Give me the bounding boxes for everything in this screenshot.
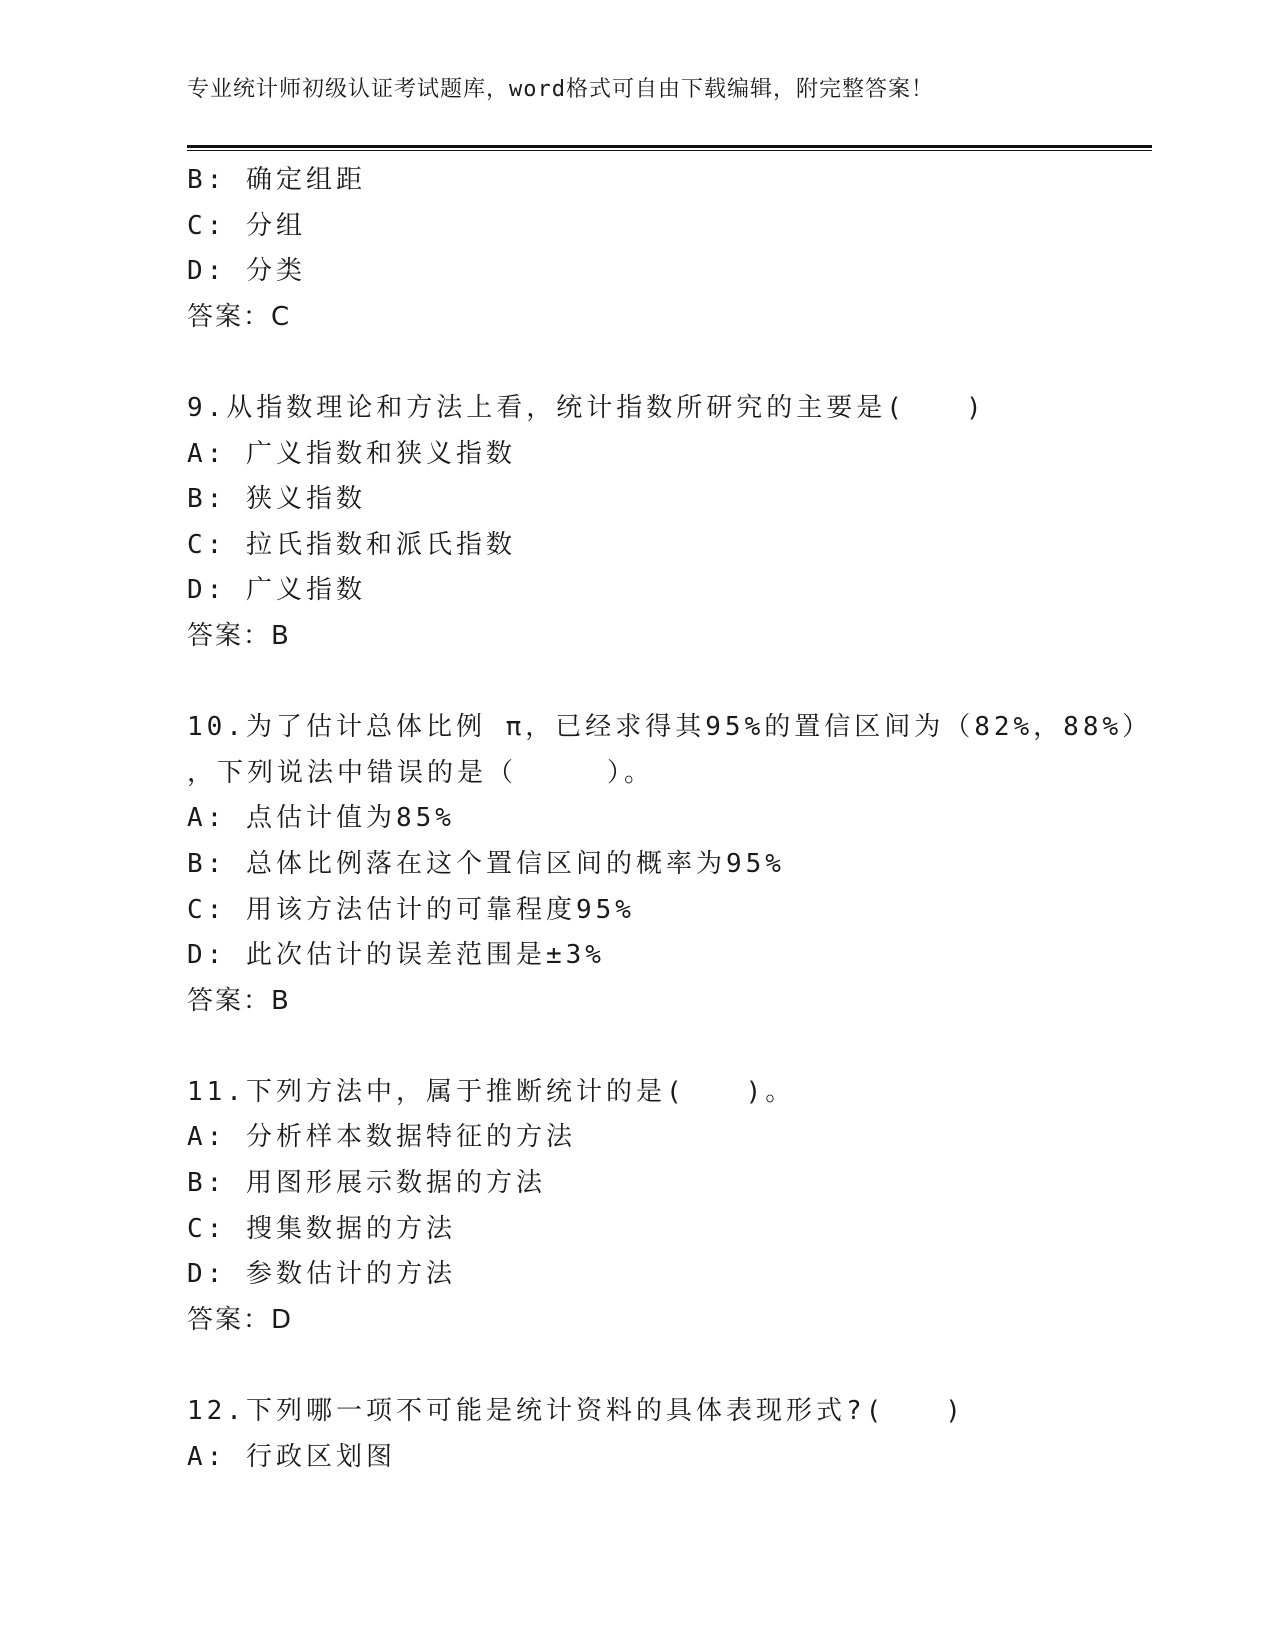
question-stem: 9.从指数理论和方法上看，统计指数所研究的主要是( ) [187,392,986,423]
option-c: C: 搜集数据的方法 [187,1213,456,1244]
question-stem-continued: ，下列说法中错误的是（ ）。 [187,757,655,788]
question-10 [187,705,1153,1024]
spacer [187,1343,1147,1389]
answer: 答案：D [187,1304,294,1335]
spacer [187,340,1147,386]
answer: 答案：B [187,620,291,651]
option-b: B: 总体比例落在这个置信区间的概率为95% [187,848,785,879]
question-8-continued [187,158,1147,340]
question-stem: 11.下列方法中，属于推断统计的是( )。 [187,1076,796,1107]
option-a: A: 点估计值为85% [187,803,455,834]
option-c: C: 用该方法估计的可靠程度95% [187,894,635,925]
question-stem: 10.为了估计总体比例 π，已经求得其95%的置信区间为（82%，88%） [187,712,1153,743]
header-rule-thin [187,150,1152,151]
header-rule-thick [187,145,1152,148]
option-b: B: 用图形展示数据的方法 [187,1168,546,1199]
option-a: A: 广义指数和狭义指数 [187,438,516,469]
spacer [187,660,1147,706]
spacer [187,1024,1147,1070]
question-9 [187,386,1147,660]
question-12 [187,1389,1147,1480]
question-11 [187,1070,1147,1344]
answer: 答案：C [187,301,292,332]
option-d: D: 此次估计的误差范围是±3% [187,940,605,971]
option-a: A: 行政区划图 [187,1441,396,1472]
option-d: D: 参数估计的方法 [187,1259,456,1290]
option-b: B: 狭义指数 [187,484,366,515]
option-a: A: 分析样本数据特征的方法 [187,1122,576,1153]
option-d: D: 广义指数 [187,575,366,606]
option-b: B: 确定组距 [187,165,366,195]
answer: 答案：B [187,985,291,1016]
question-stem: 12.下列哪一项不可能是统计资料的具体表现形式?( ) [187,1396,965,1427]
option-d: D: 分类 [187,256,306,287]
option-c: C: 拉氏指数和派氏指数 [187,529,516,560]
document-body [187,158,1153,1480]
page-header: 专业统计师初级认证考试题库，word格式可自由下载编辑，附完整答案！ [187,77,934,102]
option-c: C: 分组 [187,210,306,241]
